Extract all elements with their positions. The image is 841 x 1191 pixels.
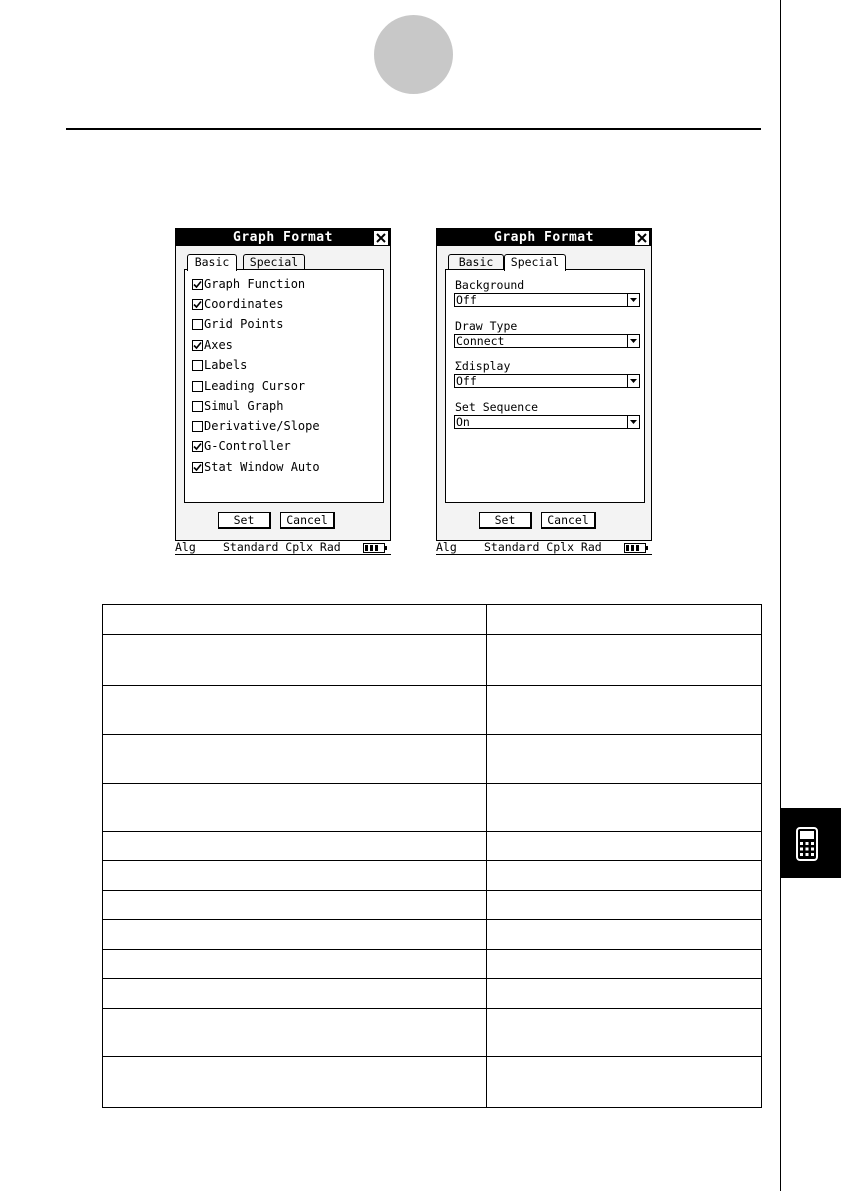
tab-special[interactable]: Special (504, 254, 566, 271)
checkbox-label: Stat Window Auto (204, 460, 320, 474)
dropdown-arrow-icon[interactable] (627, 294, 639, 306)
dropdown-arrow-icon[interactable] (627, 375, 639, 387)
page-marker-circle (374, 15, 453, 94)
checkbox-label: Derivative/Slope (204, 419, 320, 433)
checkbox[interactable] (192, 360, 203, 371)
table-row-divider (103, 890, 761, 891)
chapter-tab (780, 808, 841, 878)
checkbox[interactable] (192, 401, 203, 412)
table-row-divider (103, 831, 761, 832)
dialog-title: Graph Format (176, 229, 390, 246)
checkbox[interactable] (192, 441, 203, 452)
checkbox[interactable] (192, 381, 203, 392)
dropdown-select[interactable] (454, 415, 640, 429)
graph-format-dialog-basic (175, 228, 391, 541)
dropdown-value: Connect (456, 334, 505, 348)
checkbox[interactable] (192, 462, 203, 473)
tab-basic[interactable]: Basic (448, 254, 504, 270)
cancel-button[interactable]: Cancel (280, 512, 335, 529)
status-settings: Standard Cplx Rad (223, 540, 341, 554)
field-label: Set Sequence (455, 400, 539, 414)
field-label: Draw Type (455, 319, 518, 333)
field-label: Σdisplay (455, 359, 511, 373)
dropdown-arrow-icon[interactable] (627, 335, 639, 347)
margin-rule (780, 0, 781, 1191)
table-row-divider (103, 734, 761, 735)
checkbox[interactable] (192, 299, 203, 310)
dropdown-value: Off (456, 293, 477, 307)
calculator-icon (796, 827, 818, 861)
status-bar (436, 541, 652, 555)
checkbox-label: Grid Points (204, 317, 284, 331)
table-row-divider (103, 860, 761, 861)
checkbox-label: Leading Cursor (204, 379, 306, 393)
status-mode: Alg (436, 540, 457, 554)
settings-table (102, 604, 762, 1108)
status-settings: Standard Cplx Rad (484, 540, 602, 554)
column-divider (486, 605, 487, 1107)
checkmark-icon (193, 280, 202, 289)
dropdown-value: On (456, 415, 470, 429)
header-rule (66, 128, 761, 130)
graph-format-dialog-special (436, 228, 652, 541)
checkmark-icon (193, 463, 202, 472)
dropdown-select[interactable] (454, 334, 640, 348)
tab-basic[interactable]: Basic (187, 254, 237, 271)
checkbox-label: Axes (204, 338, 233, 352)
dropdown-select[interactable] (454, 293, 640, 307)
status-bar (175, 541, 391, 555)
dropdown-select[interactable] (454, 374, 640, 388)
dialog-title: Graph Format (437, 229, 651, 246)
close-button[interactable] (374, 231, 388, 245)
checkmark-icon (193, 442, 202, 451)
tab-special[interactable]: Special (243, 254, 305, 270)
checkbox-label: Labels (204, 358, 248, 372)
checkmark-icon (193, 300, 202, 309)
checkbox[interactable] (192, 319, 203, 330)
checkbox-label: Graph Function (204, 277, 306, 291)
checkbox[interactable] (192, 421, 203, 432)
table-row-divider (103, 919, 761, 920)
dropdown-arrow-icon[interactable] (627, 416, 639, 428)
table-row-divider (103, 685, 761, 686)
table-row-divider (103, 634, 761, 635)
status-mode: Alg (175, 540, 196, 554)
battery-icon (624, 543, 646, 553)
close-icon (375, 232, 387, 244)
close-icon (636, 232, 648, 244)
basic-options-panel (184, 269, 384, 503)
set-button[interactable]: Set (479, 512, 532, 529)
checkbox[interactable] (192, 279, 203, 290)
close-button[interactable] (635, 231, 649, 245)
checkbox[interactable] (192, 340, 203, 351)
table-row-divider (103, 1056, 761, 1057)
checkmark-icon (193, 341, 202, 350)
table-row-divider (103, 783, 761, 784)
cancel-button[interactable]: Cancel (541, 512, 596, 529)
special-options-panel (445, 269, 645, 503)
table-row-divider (103, 978, 761, 979)
set-button[interactable]: Set (218, 512, 271, 529)
dropdown-value: Off (456, 374, 477, 388)
field-label: Background (455, 278, 525, 292)
checkbox-label: Simul Graph (204, 399, 284, 413)
battery-icon (363, 543, 385, 553)
table-row-divider (103, 949, 761, 950)
table-row-divider (103, 1008, 761, 1009)
checkbox-label: G-Controller (204, 439, 291, 453)
checkbox-label: Coordinates (204, 297, 284, 311)
